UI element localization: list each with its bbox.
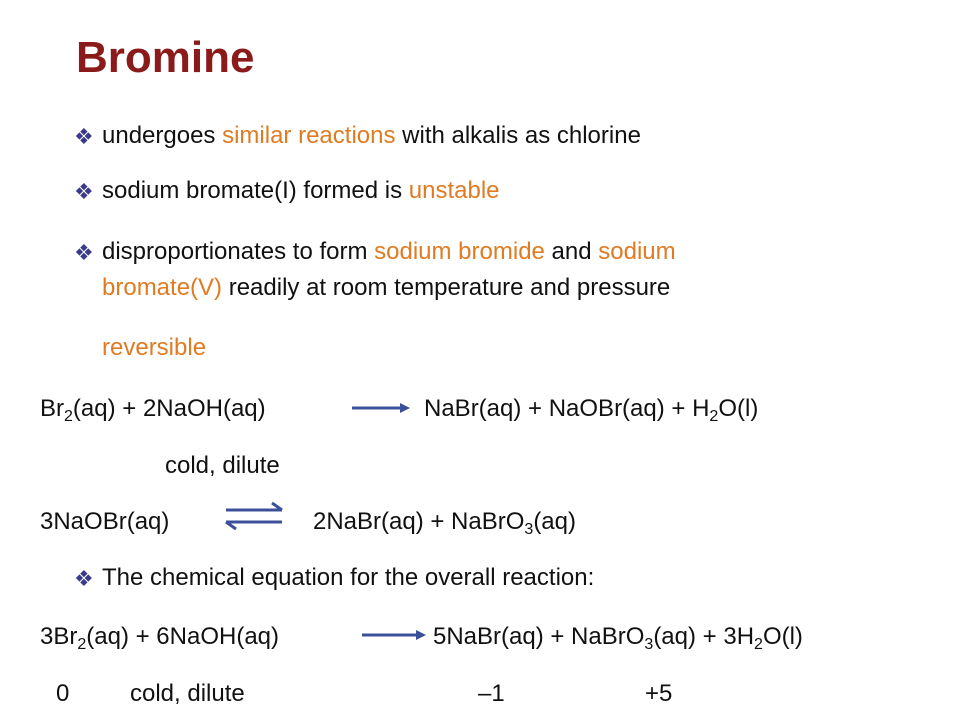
page-title: Bromine <box>76 33 255 82</box>
eq1-right-a: NaBr(aq) + NaOBr(aq) + H <box>424 395 710 422</box>
bullet-2-text <box>102 177 500 205</box>
eq2-right-sub: 3 <box>524 521 534 538</box>
bullet-3-line-1 <box>102 238 676 266</box>
eq1-left-sub: 2 <box>64 408 73 425</box>
eq1-left <box>40 395 266 423</box>
eq3-right-sub-1: 3 <box>644 636 654 653</box>
bullet-1-text <box>102 122 641 150</box>
oxidation-state-plus-five: +5 <box>645 680 673 707</box>
eq2-right <box>313 508 576 536</box>
bullet-2-highlight: unstable <box>408 177 500 204</box>
forward-arrow-icon <box>352 398 412 418</box>
bullet-2-icon: ❖ <box>74 179 94 204</box>
oxidation-state-zero: 0 <box>56 680 70 707</box>
eq3-left-a: 3Br <box>40 623 78 650</box>
eq2-left: 3NaOBr(aq) <box>40 508 170 535</box>
bullet-3-part-3: and <box>544 238 599 265</box>
eq3-left-b: (aq) + 6NaOH(aq) <box>86 623 280 650</box>
eq2-right-b: (aq) <box>533 508 576 535</box>
eq1-right <box>424 395 758 423</box>
eq3-left <box>40 623 279 651</box>
eq2-right-a: 2NaBr(aq) + NaBrO <box>313 508 525 535</box>
equilibrium-arrows-icon <box>222 500 286 532</box>
bullet-1-part-1: undergoes <box>102 122 223 149</box>
bullet-3-icon: ❖ <box>74 240 94 265</box>
bullet-3-highlight-2: sodium <box>598 238 676 265</box>
bullet-4-icon: ❖ <box>74 566 94 591</box>
bullet-2-part-1: sodium bromate(I) formed is <box>102 177 409 204</box>
forward-arrow-icon <box>362 625 428 645</box>
bullet-3-part-5: readily at room temperature and pressure <box>222 274 671 301</box>
eq3-left-sub: 2 <box>77 636 87 653</box>
bullet-3-part-1: disproportionates to form <box>102 238 375 265</box>
bullet-3-line-2 <box>102 274 670 302</box>
reversible-label: reversible <box>102 334 207 361</box>
eq3-right <box>433 623 803 651</box>
eq3-right-sub-2: 2 <box>754 636 763 653</box>
eq3-right-b: (aq) + 3H <box>653 623 755 650</box>
bullet-1-part-3: with alkalis as chlorine <box>395 122 641 149</box>
eq1-right-sub: 2 <box>709 408 719 425</box>
oxidation-state-minus-one: –1 <box>478 680 505 707</box>
eq3-right-c: O(l) <box>762 623 803 650</box>
bullet-3-highlight-3: bromate(V) <box>102 274 223 301</box>
eq1-left-b: (aq) + 2NaOH(aq) <box>72 395 266 422</box>
eq1-left-a: Br <box>40 395 64 422</box>
bullet-1-icon: ❖ <box>74 124 94 149</box>
bullet-4-text: The chemical equation for the overall reaction: <box>102 564 595 591</box>
eq3-condition: cold, dilute <box>130 680 245 707</box>
bullet-3-highlight-1: sodium bromide <box>374 238 545 265</box>
bullet-1-highlight: similar reactions <box>222 122 396 149</box>
eq3-right-a: 5NaBr(aq) + NaBrO <box>433 623 645 650</box>
eq1-condition: cold, dilute <box>165 452 280 479</box>
eq1-right-b: O(l) <box>718 395 759 422</box>
